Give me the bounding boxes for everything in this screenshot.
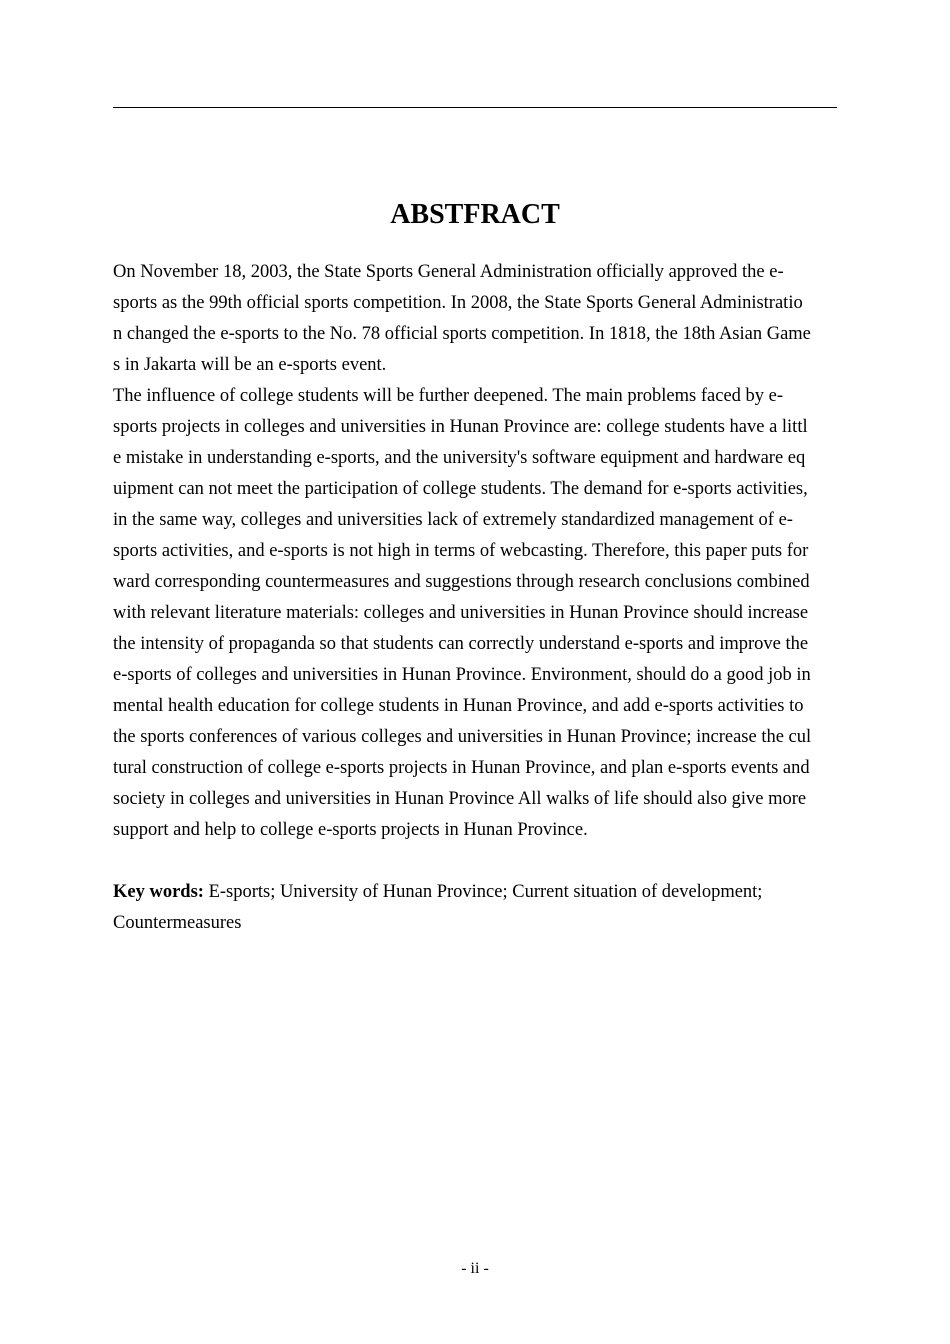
page-number: - ii - [461,1260,489,1277]
body-line: ward corresponding countermeasures and suggestions through research conclusions combined [113,572,810,592]
body-line: e mistake in understanding e-sports, and the university's software equipment and hardware eq [113,448,806,468]
abstract-body [113,257,837,846]
body-line: mental health education for college students in Hunan Province, and add e-sports activities to [113,696,804,716]
body-line: sports projects in colleges and universities in Hunan Province are: college students have a littl [113,417,808,437]
body-line: sports activities, and e-sports is not high in terms of webcasting. Therefore, this paper puts for [113,541,809,561]
body-line: the sports conferences of various colleges and universities in Hunan Province; increase the cul [113,727,812,747]
abstract-title: ABSTFRACT [390,199,560,230]
header-rule [113,107,837,108]
body-line: n changed the e-sports to the No. 78 official sports competition. In 1818, the 18th Asian Game [113,324,811,344]
body-line: s in Jakarta will be an e-sports event. [113,355,387,375]
body-line: the intensity of propaganda so that students can correctly understand e-sports and improve the [113,634,809,654]
body-line: The influence of college students will be further deepened. The main problems faced by e- [113,386,784,406]
body-line: with relevant literature materials: colleges and universities in Hunan Province should increase [113,603,809,623]
body-line: On November 18, 2003, the State Sports General Administration officially approved the e- [113,262,784,282]
keywords-label: Key words: [113,882,204,902]
keywords-text: E-sports; University of Hunan Province; Current situation of development; [208,882,763,902]
body-line: e-sports of colleges and universities in Hunan Province. Environment, should do a good job in [113,665,811,685]
body-line: in the same way, colleges and universities lack of extremely standardized management of e- [113,510,793,530]
keywords-line-2: Countermeasures [113,913,242,933]
keywords-section [113,877,837,939]
body-line: support and help to college e-sports projects in Hunan Province. [113,820,588,840]
body-line: society in colleges and universities in Hunan Province All walks of life should also give more [113,789,807,809]
keywords-line [113,877,837,908]
body-line: uipment can not meet the participation of college students. The demand for e-sports activities, [113,479,808,499]
body-line: tural construction of college e-sports projects in Hunan Province, and plan e-sports events and [113,758,810,778]
body-line: sports as the 99th official sports competition. In 2008, the State Sports General Administratio [113,293,803,313]
